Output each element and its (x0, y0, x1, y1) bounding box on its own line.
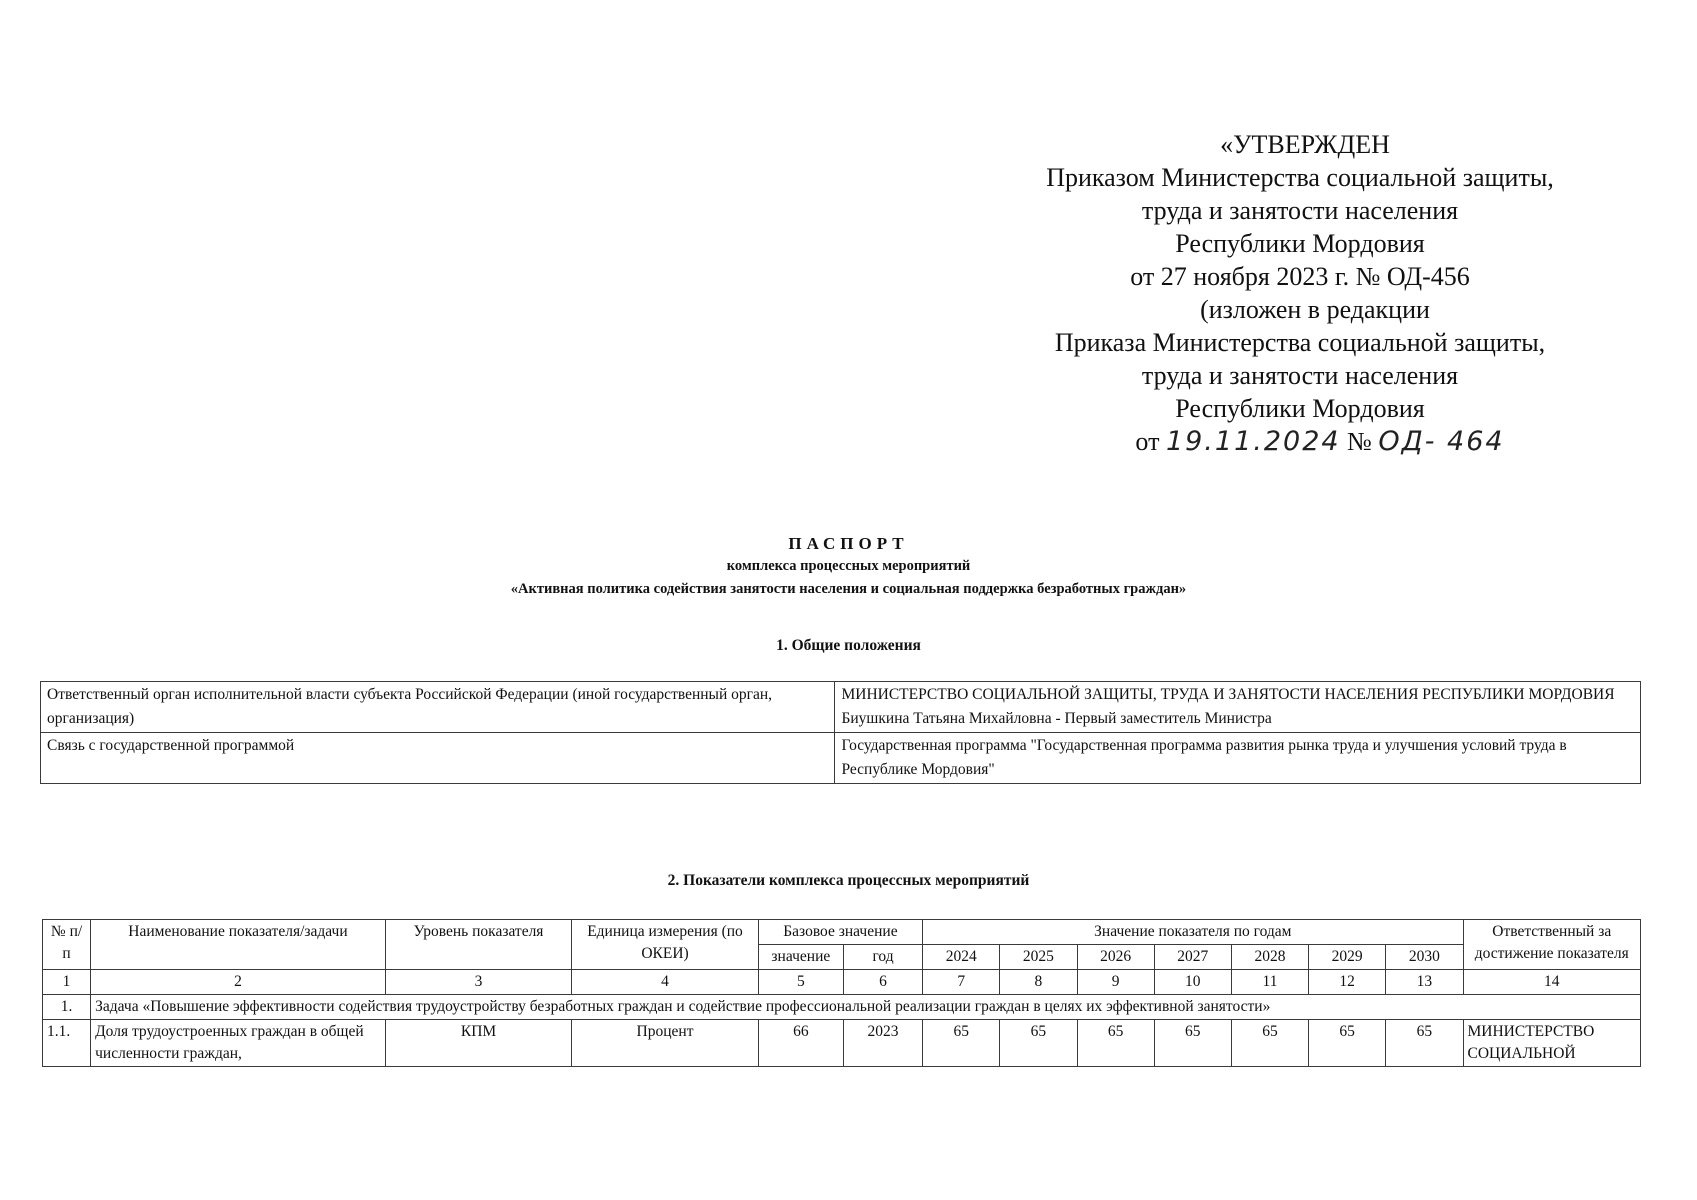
column-number: 10 (1154, 970, 1231, 995)
responsible-org: МИНИСТЕРСТВО СОЦИАЛЬНОЙ ЗАЩИТЫ, ТРУДА И ЗАНЯТОСТИ НАСЕЛЕНИЯ РЕСПУБЛИКИ МОРДОВИЯ (841, 686, 1615, 703)
number-prefix: № (1347, 427, 1372, 456)
task-text: Задача «Повышение эффективности содействия трудоустройству безработных граждан и содействие профессиональной реализации граждан в целях их эффективной занятости» (91, 995, 1641, 1020)
approval-line: Приказа Министерства социальной защиты, (1054, 328, 1546, 357)
row-value (835, 682, 1641, 733)
general-provisions-table (40, 681, 1641, 784)
approval-line: труда и занятости населения (1141, 196, 1459, 225)
col-header-base-year: год (843, 945, 922, 970)
approval-line: Приказом Министерства социальной защиты, (1046, 163, 1554, 192)
column-number-row (43, 970, 1641, 995)
passport-name: «Активная политика содействия занятости населения и социальная поддержка безработных граждан» (510, 581, 1187, 597)
column-number: 11 (1231, 970, 1308, 995)
column-number: 7 (923, 970, 1000, 995)
header-row (43, 920, 1641, 945)
approval-line: Республики Мордовия (1175, 394, 1425, 423)
approval-line: Республики Мордовия (1175, 229, 1425, 258)
column-number: 9 (1077, 970, 1154, 995)
cell-year-value: 65 (1231, 1020, 1308, 1067)
passport-title: ПАСПОРТ (788, 534, 909, 553)
column-number: 12 (1309, 970, 1386, 995)
col-header-responsible: Ответственный за достижение показателя (1463, 920, 1641, 970)
row-value: Государственная программа "Государственная программа развития рынка труда и улучшения условий труда в Республике Мордовия" (835, 733, 1641, 784)
cell-level: КПМ (385, 1020, 571, 1067)
column-number: 14 (1463, 970, 1641, 995)
cell-num: 1.1. (43, 1020, 91, 1067)
approval-date-line (990, 425, 1610, 458)
col-header-base-value: значение (758, 945, 843, 970)
cell-year-value: 65 (1077, 1020, 1154, 1067)
cell-name: Доля трудоустроенных граждан в общей численности граждан, (91, 1020, 386, 1067)
cell-year-value: 65 (923, 1020, 1000, 1067)
section1-title: 1. Общие положения (776, 637, 921, 654)
handwritten-date: 19.11.2024 (1165, 426, 1341, 457)
col-header-name: Наименование показателя/задачи (91, 920, 386, 970)
column-number: 8 (1000, 970, 1077, 995)
date-prefix: от (1135, 427, 1160, 456)
col-header-year: 2030 (1386, 945, 1463, 970)
column-number: 4 (572, 970, 758, 995)
cell-year-value: 65 (1000, 1020, 1077, 1067)
row-label: Связь с государственной программой (41, 733, 835, 784)
section2-title: 2. Показатели комплекса процессных мероприятий (667, 872, 1030, 889)
approval-line: труда и занятости населения (1141, 361, 1459, 390)
col-header-years-group: Значение показателя по годам (923, 920, 1463, 945)
indicators-table (42, 919, 1641, 1067)
column-number: 6 (843, 970, 922, 995)
cell-year-value: 65 (1309, 1020, 1386, 1067)
col-header-unit: Единица измерения (по ОКЕИ) (572, 920, 758, 970)
handwritten-number: ОД- 464 (1378, 426, 1505, 457)
col-header-num: № п/п (43, 920, 91, 970)
approval-line: (изложен в редакции (1200, 295, 1430, 324)
cell-unit: Процент (572, 1020, 758, 1067)
column-number: 5 (758, 970, 843, 995)
column-number: 13 (1386, 970, 1463, 995)
approval-line: «УТВЕРЖДЕН (1220, 130, 1390, 159)
cell-year-value: 65 (1386, 1020, 1463, 1067)
responsible-person: Биушкина Татьяна Михайловна - Первый заместитель Министра (841, 710, 1272, 727)
cell-base-year: 2023 (843, 1020, 922, 1067)
table-row (41, 682, 1641, 733)
column-number: 3 (385, 970, 571, 995)
column-number: 2 (91, 970, 386, 995)
task-row (43, 995, 1641, 1020)
col-header-year: 2026 (1077, 945, 1154, 970)
passport-heading (0, 532, 1697, 601)
col-header-year: 2029 (1309, 945, 1386, 970)
col-header-year: 2024 (923, 945, 1000, 970)
col-header-base: Базовое значение (758, 920, 922, 945)
cell-year-value: 65 (1154, 1020, 1231, 1067)
col-header-year: 2027 (1154, 945, 1231, 970)
col-header-year: 2025 (1000, 945, 1077, 970)
cell-responsible: МИНИСТЕРСТВО СОЦИАЛЬНОЙ (1463, 1020, 1641, 1067)
task-num: 1. (43, 995, 91, 1020)
row-label: Ответственный орган исполнительной власти субъекта Российской Федерации (иной государственный орган, организация) (41, 682, 835, 733)
approval-line: от 27 ноября 2023 г. № ОД-456 (1130, 262, 1470, 291)
cell-base-value: 66 (758, 1020, 843, 1067)
table-row (43, 1020, 1641, 1067)
column-number: 1 (43, 970, 91, 995)
approval-block (990, 128, 1610, 458)
table-row (41, 733, 1641, 784)
col-header-year: 2028 (1231, 945, 1308, 970)
col-header-level: Уровень показателя (385, 920, 571, 970)
passport-subtitle: комплекса процессных мероприятий (726, 558, 971, 574)
